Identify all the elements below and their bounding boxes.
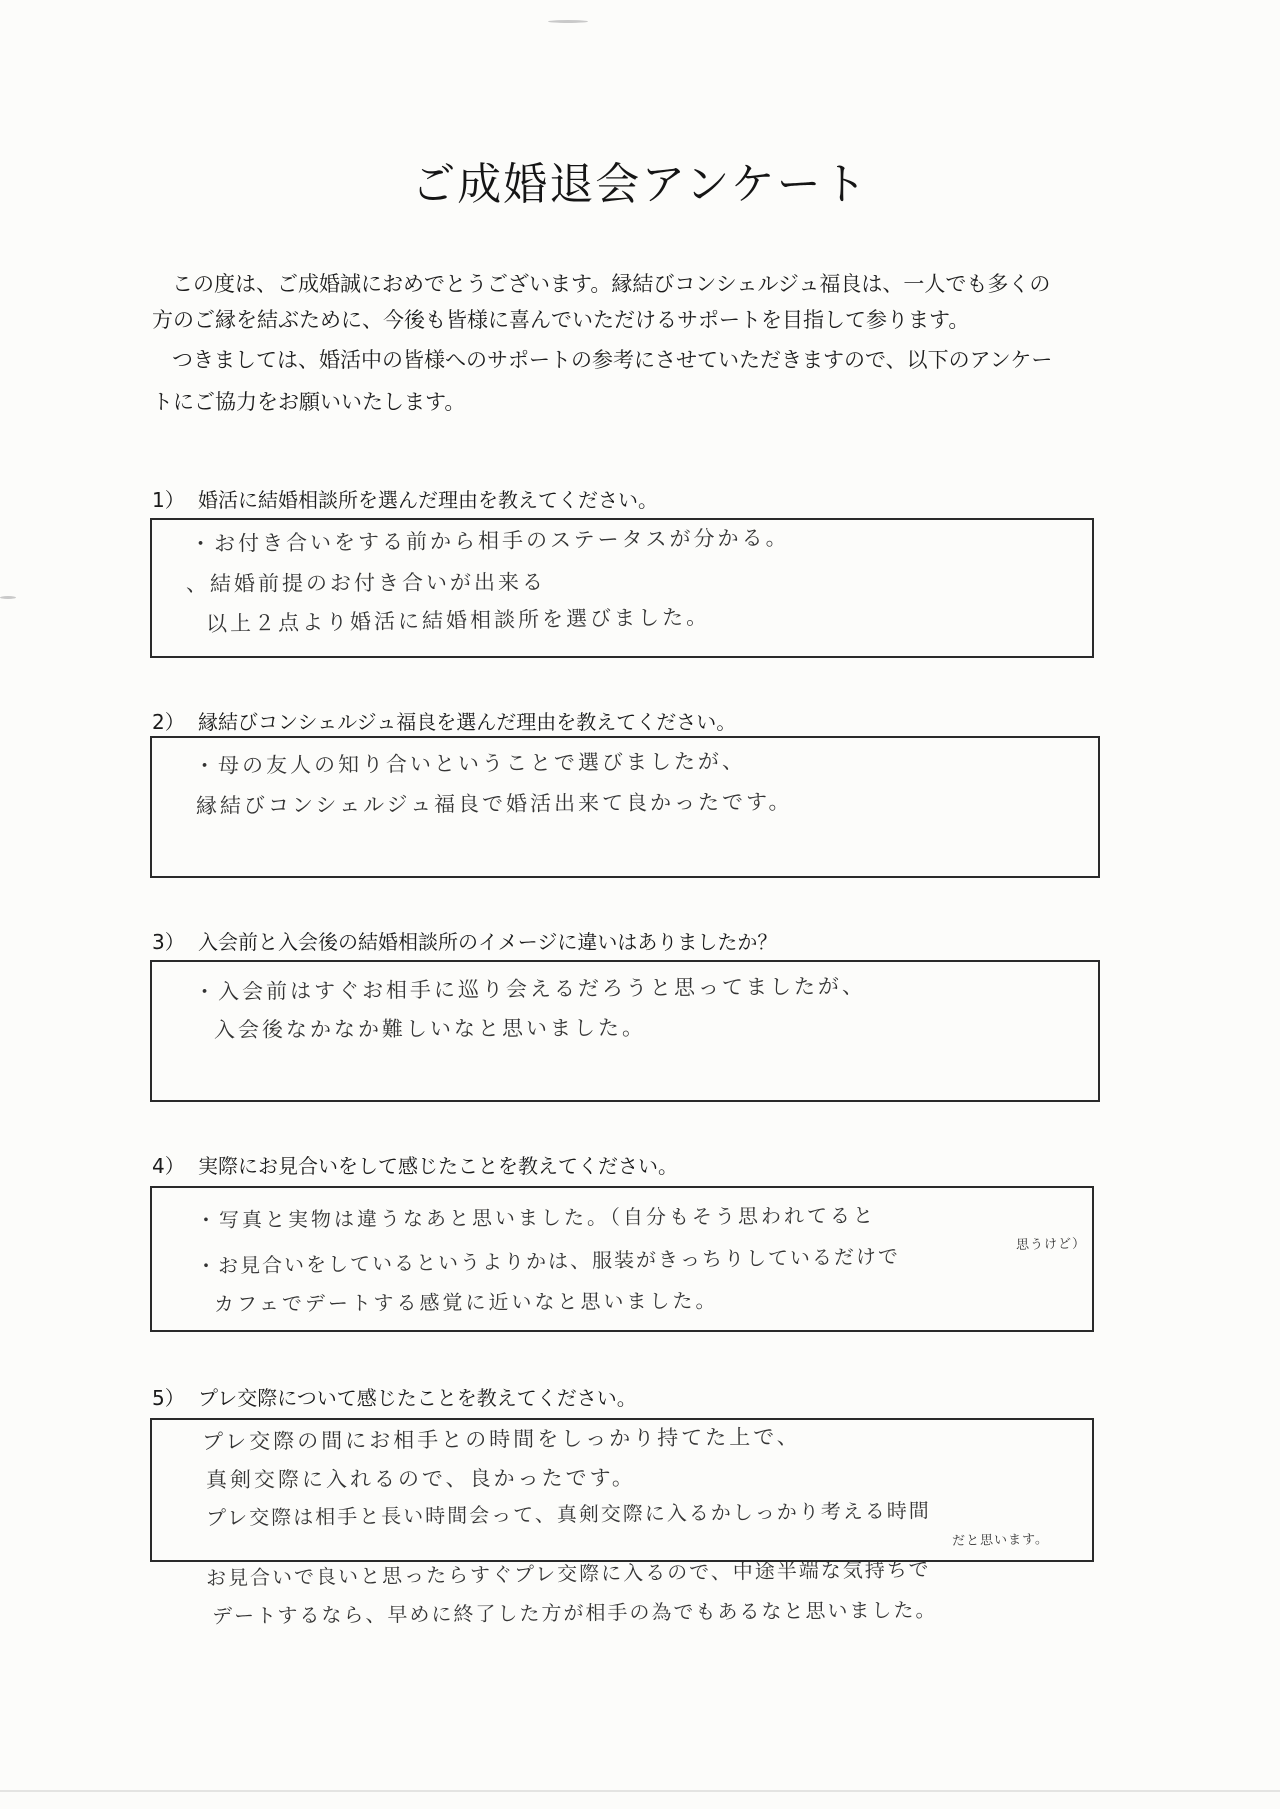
- page-title: ご成婚退会アンケート: [411, 159, 869, 210]
- question-4-text: 実際にお見合いをして感じたことを教えてください。: [198, 1154, 678, 1178]
- question-3-number: 3）: [152, 930, 185, 954]
- question-1: [152, 484, 658, 513]
- answer-4-line-3: カフェでデートする感覚に近いなと思いました。: [213, 1288, 719, 1316]
- question-4: [152, 1150, 678, 1179]
- answer-3-line-2: 入会後なかなか難しいなと思いました。: [213, 1015, 647, 1042]
- answer-2-line-2: 縁結びコンシェルジュ福良で婚活出来て良かったです。: [195, 789, 793, 818]
- scan-mark: [548, 20, 588, 23]
- answer-5-line-1: プレ交際の間にお相手との時間をしっかり持てた上で、: [201, 1424, 801, 1454]
- answer-1-line-1: ・お付き合いをする前から相手のステータスが分かる。: [189, 525, 790, 556]
- question-3-text: 入会前と入会後の結婚相談所のイメージに違いはありましたか？: [198, 930, 778, 954]
- question-5: [152, 1382, 637, 1411]
- answer-3-line-1: ・入会前はすぐお相手に巡り会えるだろうと思ってましたが、: [193, 974, 867, 1004]
- answer-4-line-1: ・写真と実物は違うなあと思いました。（自分もそう思われてると: [195, 1203, 877, 1232]
- question-2: [152, 706, 736, 735]
- question-2-number: 2）: [152, 710, 185, 734]
- question-3: [152, 926, 777, 955]
- answer-4-line-1-note: 思うけど）: [1015, 1236, 1087, 1253]
- intro-line-3: つきましては、婚活中の皆様へのサポートの参考にさせていただきますので、以下のアンケー: [172, 348, 1053, 372]
- answer-5-line-4: お見合いで良いと思ったらすぐプレ交際に入るので、中途半端な気持ちで: [205, 1557, 931, 1590]
- answer-5-line-5: デートするなら、早めに終了した方が相手の為でもあるなと思いました。: [211, 1597, 938, 1628]
- scan-mark: [0, 1790, 1280, 1792]
- intro-line-1: この度は、ご成婚誠におめでとうございます。縁結びコンシェルジュ福良は、一人でも多くの: [172, 272, 1051, 296]
- scan-mark: [0, 596, 16, 599]
- answer-2-line-1: ・母の友人の知り合いということで選びましたが、: [193, 749, 747, 778]
- question-5-number: 5）: [152, 1386, 185, 1410]
- answer-1-line-3: 以上２点より婚活に結婚相談所を選びました。: [205, 604, 711, 636]
- intro-line-2: 方のご縁を結ぶために、今後も皆様に喜んでいただけるサポートを目指して参ります。: [152, 308, 970, 332]
- answer-1-line-2: 、結婚前提のお付き合いが出来る: [185, 570, 547, 596]
- answer-4-line-2: ・お見合いをしているというよりかは、服装がきっちりしているだけで: [195, 1244, 901, 1278]
- answer-5-line-2: 真剣交際に入れるので、良かったです。: [205, 1465, 636, 1492]
- answer-5-line-3: プレ交際は相手と長い時間会って、真剣交際に入るかしっかり考える時間: [205, 1498, 931, 1530]
- question-4-number: 4）: [152, 1154, 185, 1178]
- question-2-text: 縁結びコンシェルジュ福良を選んだ理由を教えてください。: [198, 710, 737, 734]
- intro-line-4: トにご協力をお願いいたします。: [152, 390, 466, 414]
- answer-5-line-3-note: だと思います。: [951, 1532, 1050, 1549]
- question-1-number: 1）: [152, 488, 185, 512]
- question-5-text: プレ交際について感じたことを教えてください。: [198, 1386, 637, 1410]
- question-1-text: 婚活に結婚相談所を選んだ理由を教えてください。: [198, 488, 658, 512]
